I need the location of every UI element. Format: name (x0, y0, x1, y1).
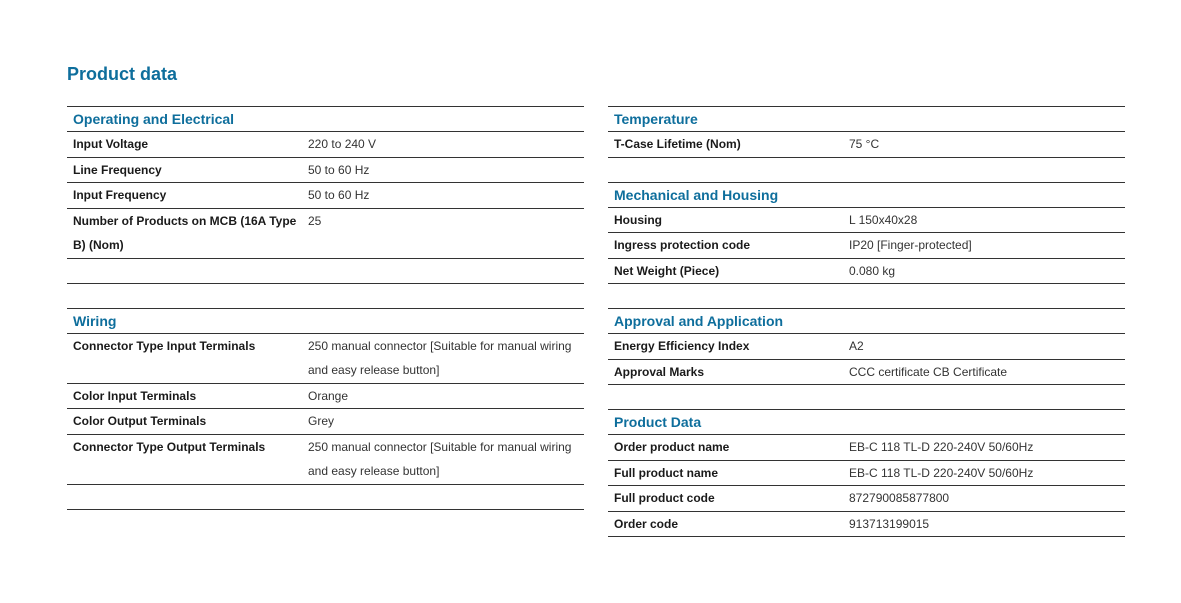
section-mechanical-housing (608, 182, 1125, 285)
right-column (608, 106, 1125, 537)
row-label: Housing (614, 212, 662, 227)
row-label: Connector Type Input Terminals (73, 338, 256, 353)
row-label: Connector Type Output Terminals (73, 439, 266, 454)
table-row (608, 461, 1125, 487)
row-value: 50 to 60 Hz (308, 188, 370, 202)
row-label: Input Frequency (73, 188, 167, 202)
row-value: EB-C 118 TL-D 220-240V 50/60Hz (849, 465, 1034, 480)
row-label: Energy Efficiency Index (614, 339, 750, 353)
row-value: 0.080 kg (849, 263, 896, 278)
section-operating-electrical (67, 106, 584, 284)
page-title: Product data (67, 64, 178, 84)
table-row (608, 259, 1125, 285)
section-temperature (608, 106, 1125, 158)
table-row (67, 409, 584, 435)
row-value: A2 (849, 339, 864, 353)
row-label: Net Weight (Piece) (614, 263, 720, 278)
section-title: Approval and Application (608, 309, 1125, 334)
row-value: L 150x40x28 (849, 212, 918, 227)
row-value: 220 to 240 V (308, 137, 377, 151)
row-value: 913713199015 (849, 516, 930, 531)
section-title: Product Data (608, 410, 1125, 435)
section-spacer (67, 259, 584, 284)
row-label: Line Frequency (73, 162, 162, 177)
section-title: Wiring (67, 309, 584, 334)
left-column (67, 106, 584, 510)
section-spacer (67, 485, 584, 510)
row-value: EB-C 118 TL-D 220-240V 50/60Hz (849, 440, 1034, 454)
table-row (67, 334, 584, 384)
row-label: Approval Marks (614, 364, 705, 379)
row-label: T-Case Lifetime (Nom) (614, 137, 741, 151)
table-row (608, 360, 1125, 386)
section-approval-application (608, 308, 1125, 385)
row-label: Full product name (614, 465, 719, 480)
row-label: Number of Products on MCB (16A Type B) (Nom) (73, 213, 297, 252)
row-value: 50 to 60 Hz (308, 162, 370, 177)
table-row (67, 132, 584, 158)
table-row (608, 233, 1125, 259)
section-product-data (608, 409, 1125, 537)
row-label: Color Input Terminals (73, 388, 197, 403)
row-value: 872790085877800 (849, 491, 950, 505)
row-label: Order product name (614, 440, 730, 454)
row-value: 250 manual connector [Suitable for manual wiring and easy release button] (308, 338, 572, 377)
table-row (67, 435, 584, 485)
row-label: Input Voltage (73, 137, 149, 151)
section-title: Temperature (608, 107, 1125, 132)
row-value: Grey (308, 414, 335, 428)
row-value: 25 (308, 213, 322, 228)
table-row (608, 435, 1125, 461)
table-row (608, 132, 1125, 158)
table-row (608, 334, 1125, 360)
table-row (67, 384, 584, 410)
table-row (67, 158, 584, 184)
section-wiring (67, 308, 584, 510)
section-title: Mechanical and Housing (608, 183, 1125, 208)
table-row (608, 512, 1125, 538)
section-title: Operating and Electrical (67, 107, 584, 132)
row-label: Order code (614, 516, 679, 531)
row-label: Ingress protection code (614, 238, 751, 252)
table-row (67, 183, 584, 209)
row-value: Orange (308, 388, 349, 403)
row-label: Color Output Terminals (73, 414, 207, 428)
row-value: 250 manual connector [Suitable for manual wiring and easy release button] (308, 439, 572, 478)
table-row (608, 208, 1125, 234)
row-label: Full product code (614, 491, 715, 505)
table-row (67, 209, 584, 259)
row-value: 75 °C (849, 137, 880, 151)
row-value: CCC certificate CB Certificate (849, 364, 1008, 379)
row-value: IP20 [Finger-protected] (849, 238, 972, 252)
table-row (608, 486, 1125, 512)
